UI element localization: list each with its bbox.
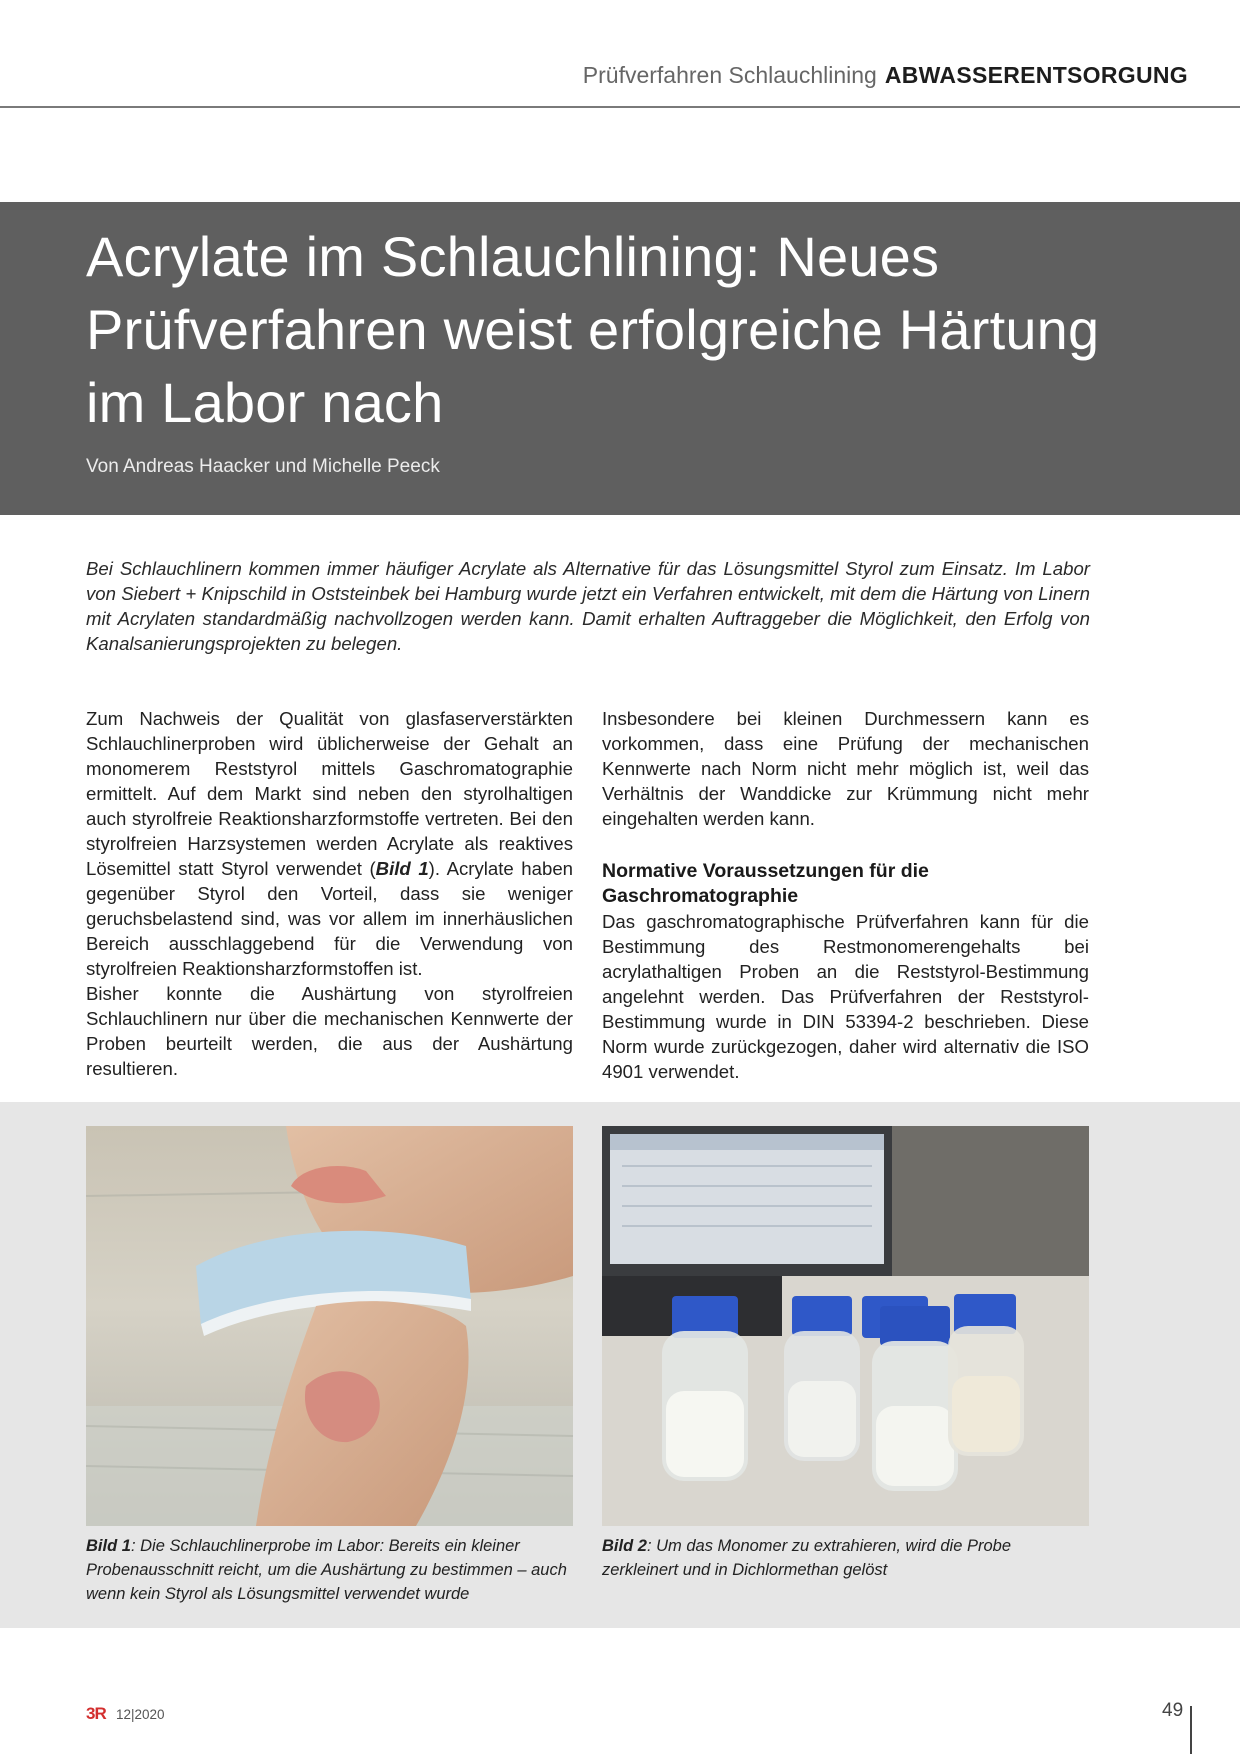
body-text: Zum Nachweis der Qualität von glasfaserverstärkten Schlauchlinerproben wird üblicherweise der Gehalt an monomerem Reststyrol mittels Gaschromatographie ermittelt. Auf dem Markt sind neben den styrolhaltigen auch styrolfreie Reaktionsharzformstoffe vertreten. Bei den styrolfreien Harzsystemen werden Acrylate als reaktives Lösemittel statt Styrol verwendet ( [86,708,573,879]
figure-2-label: Bild 2 [602,1537,647,1555]
figure-1-photo [86,1126,573,1526]
article-byline: Von Andreas Haacker und Michelle Peeck [86,456,440,477]
figure-1-caption-text: : Die Schlauchlinerprobe im Labor: Bereits ein kleiner Probenausschnitt reicht, um die Aushärtung zu bestimmen – auch wenn kein Styrol als Lösungsmittel verwendet wurde [86,1537,567,1603]
sample-bottles-photo [602,1126,1089,1526]
body-paragraph: Das gaschromatographische Prüfverfahren kann für die Bestimmung des Restmonomerengehalts bei acrylathaltigen Proben an die Reststyrol-Bestimmung angelehnt werden. Das Prüfverfahren der Reststyrol-Bestimmung wurde in DIN 53394-2 beschrieben. Diese Norm wurde zurückgezogen, daher wird alternativ die ISO 4901 verwendet. [602,911,1089,1082]
body-paragraph: Insbesondere bei kleinen Durchmessern kann es vorkommen, dass eine Prüfung der mechanischen Kennwerte nach Norm nicht mehr möglich ist, weil das Verhältnis der Wanddicke zur Krümmung nicht mehr eingehalten werden kann. [602,708,1089,829]
page-number: 49 [1162,1700,1184,1721]
body-paragraph [86,706,573,981]
liner-sample-photo [86,1126,573,1526]
figure-1-label: Bild 1 [86,1537,131,1555]
page-number-rule [1190,1706,1192,1754]
figure-2-caption-text: : Um das Monomer zu extrahieren, wird die Probe zerkleinert und in Dichlormethan gelöst [602,1537,1012,1579]
title-band [0,202,1240,515]
figure-reference: Bild 1 [375,858,429,879]
body-text: ). Acrylate haben gegenüber Styrol den Vorteil, dass sie weniger geruchsbelastend sind, was vor allem im innerhäuslichen Bereich ausschlaggebend für die Verwendung von styrolfreien Reaktionsharzformstoffen ist. [86,858,573,979]
figure-1-caption [86,1534,573,1606]
running-head [583,62,1188,89]
figure-band [0,1102,1240,1628]
article-title: Acrylate im Schlauchlining: Neues Prüfverfahren weist erfolgreiche Härtung im Labor nach [86,225,1100,434]
figure-2-caption [602,1534,1089,1582]
article-lead: Bei Schlauchlinern kommen immer häufiger Acrylate als Alternative für das Lösungsmittel Styrol zum Einsatz. Im Labor von Siebert + Knipschild in Oststeinbek bei Hamburg wurde jetzt ein Verfahren entwickelt, mit dem die Härtung von Linern mit Acrylaten standardmäßig nachvollzogen werden kann. Damit erhalten Auftraggeber die Möglichkeit, den Erfolg von Kanalsanierungsprojekten zu belegen. [86,558,1090,654]
body-column-right [602,706,1089,1084]
issue-number: 12|2020 [116,1707,165,1722]
body-paragraph: Bisher konnte die Aushärtung von styrolfreien Schlauchlinern nur über die mechanischen Kennwerte der Proben beurteilt werden, die aus der Aushärtung resultieren. [86,983,573,1079]
section-heading: Normative Voraussetzungen für die Gaschromatographie [602,860,929,907]
journal-logo: 3R [86,1704,106,1723]
running-head-section: ABWASSERENTSORGUNG [884,62,1188,88]
header-rule [0,106,1240,108]
running-head-topic: Prüfverfahren Schlauchlining [582,62,877,88]
figure-2-photo [602,1126,1089,1526]
body-column-left [86,706,573,1081]
